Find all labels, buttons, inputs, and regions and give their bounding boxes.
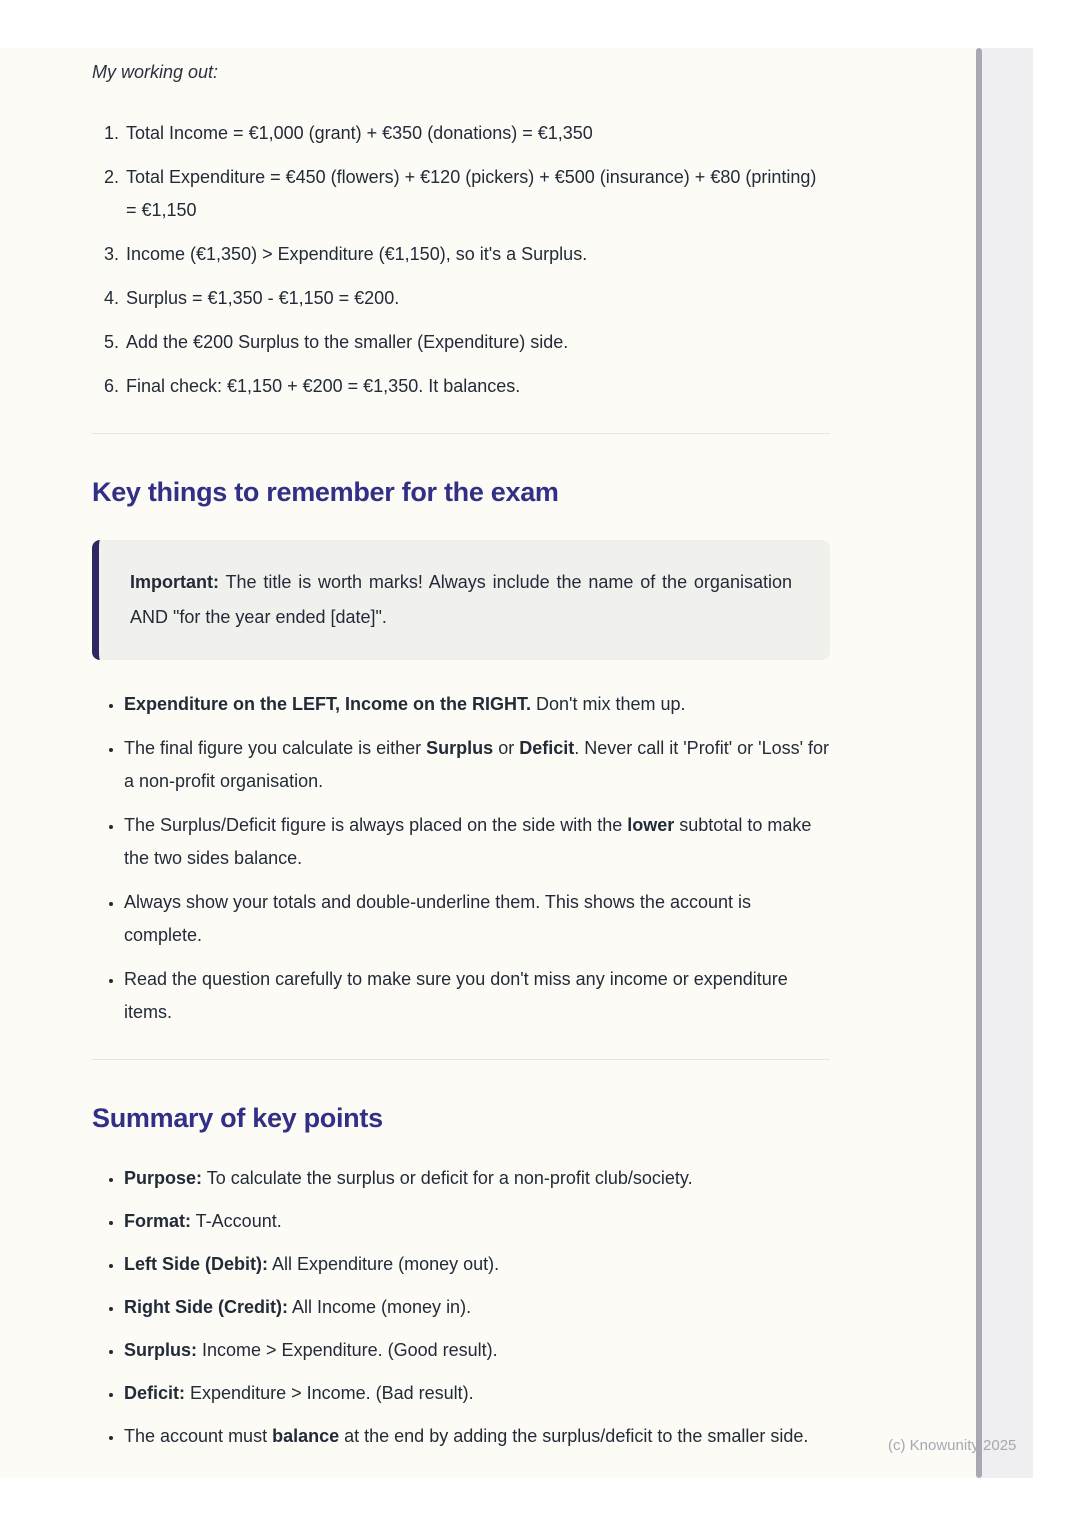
exam-section-title: Key things to remember for the exam <box>92 477 559 507</box>
exam-bullet-text: subtotal to make the two sides balance. <box>124 815 812 868</box>
working-step: 4. Surplus = €1,350 - €1,150 = €200. <box>124 282 830 315</box>
section-divider <box>92 1059 830 1060</box>
summary-bullets-list <box>92 1162 830 1453</box>
working-step: 6. Final check: €1,150 + €200 = €1,350. It balances. <box>124 370 830 403</box>
summary-bullet <box>124 1248 830 1281</box>
summary-bullet-text: T-Account. <box>191 1211 282 1231</box>
exam-bullet-text: Don't mix them up. <box>531 694 686 714</box>
summary-bullet-bold-text: Surplus: <box>124 1340 198 1360</box>
summary-bullet <box>124 1377 830 1410</box>
summary-bullet-text: Income > Expenditure. (Good result). <box>197 1340 498 1360</box>
summary-bullet-bold-text: Format: <box>124 1211 191 1231</box>
important-callout-text <box>130 565 792 635</box>
important-callout-body: The title is worth marks! Always include the name of the organisation AND "for the year ended [date]". <box>130 572 792 627</box>
exam-bullet <box>124 809 830 875</box>
exam-bullet-text: Always show your totals and double-underline them. This shows the account is complete. <box>124 892 752 945</box>
exam-bullet-text: . Never call it 'Profit' or 'Loss' for a non-profit organisation. <box>124 738 830 791</box>
working-step: 5. Add the €200 Surplus to the smaller (Expenditure) side. <box>124 326 830 359</box>
exam-bullet-text: Read the question carefully to make sure you don't miss any income or expenditure items. <box>124 969 788 1022</box>
exam-bullet-bold-text: Surplus <box>426 738 494 758</box>
summary-bullet-text: All Income (money in). <box>288 1297 472 1317</box>
exam-bullet <box>124 688 830 721</box>
exam-bullet-bold-text: Deficit <box>519 738 575 758</box>
working-step: 2. Total Expenditure = €450 (flowers) + €120 (pickers) + €500 (insurance) + €80 (printing) = €1,150 <box>124 161 830 227</box>
important-callout-label: Important: <box>130 572 219 592</box>
summary-bullet-bold-text: balance <box>272 1426 340 1446</box>
working-steps-list <box>92 117 830 403</box>
summary-bullet-bold-text: Purpose: <box>124 1168 203 1188</box>
exam-bullet <box>124 963 830 1029</box>
summary-bullet-text: The account must <box>124 1426 273 1446</box>
summary-bullet-bold-text: Deficit: <box>124 1383 186 1403</box>
exam-bullet-text: The Surplus/Deficit figure is always placed on the side with the <box>124 815 628 835</box>
exam-bullet <box>124 886 830 952</box>
summary-bullet <box>124 1420 830 1453</box>
exam-bullet-bold-text: Expenditure on the LEFT, Income on the RIGHT. <box>124 694 532 714</box>
summary-bullet-text: All Expenditure (money out). <box>268 1254 500 1274</box>
important-callout <box>92 540 830 660</box>
summary-bullet-text: at the end by adding the surplus/deficit to the smaller side. <box>339 1426 809 1446</box>
summary-bullet <box>124 1162 830 1195</box>
summary-bullet-bold-text: Left Side (Debit): <box>124 1254 268 1274</box>
summary-bullet <box>124 1205 830 1238</box>
document-page <box>0 48 977 1478</box>
summary-section-title: Summary of key points <box>92 1103 383 1133</box>
summary-bullet-text: Expenditure > Income. (Bad result). <box>185 1383 474 1403</box>
summary-bullet <box>124 1291 830 1324</box>
copyright-watermark: (c) Knowunity 2025 <box>888 1437 1017 1454</box>
working-step: 3. Income (€1,350) > Expenditure (€1,150), so it's a Surplus. <box>124 238 830 271</box>
exam-bullets-list <box>92 688 830 1029</box>
section-divider <box>92 433 830 434</box>
exam-bullet-bold-text: lower <box>627 815 675 835</box>
summary-bullet <box>124 1334 830 1367</box>
exam-bullet <box>124 732 830 798</box>
exam-bullet-text: The final figure you calculate is either <box>124 738 427 758</box>
summary-bullet-bold-text: Right Side (Credit): <box>124 1297 288 1317</box>
working-out-label: My working out: <box>92 62 219 82</box>
exam-bullet-text: or <box>493 738 520 758</box>
working-step: 1. Total Income = €1,000 (grant) + €350 (donations) = €1,350 <box>124 117 830 150</box>
summary-bullet-text: To calculate the surplus or deficit for a non-profit club/society. <box>202 1168 693 1188</box>
scrollbar-track[interactable] <box>982 48 1033 1478</box>
